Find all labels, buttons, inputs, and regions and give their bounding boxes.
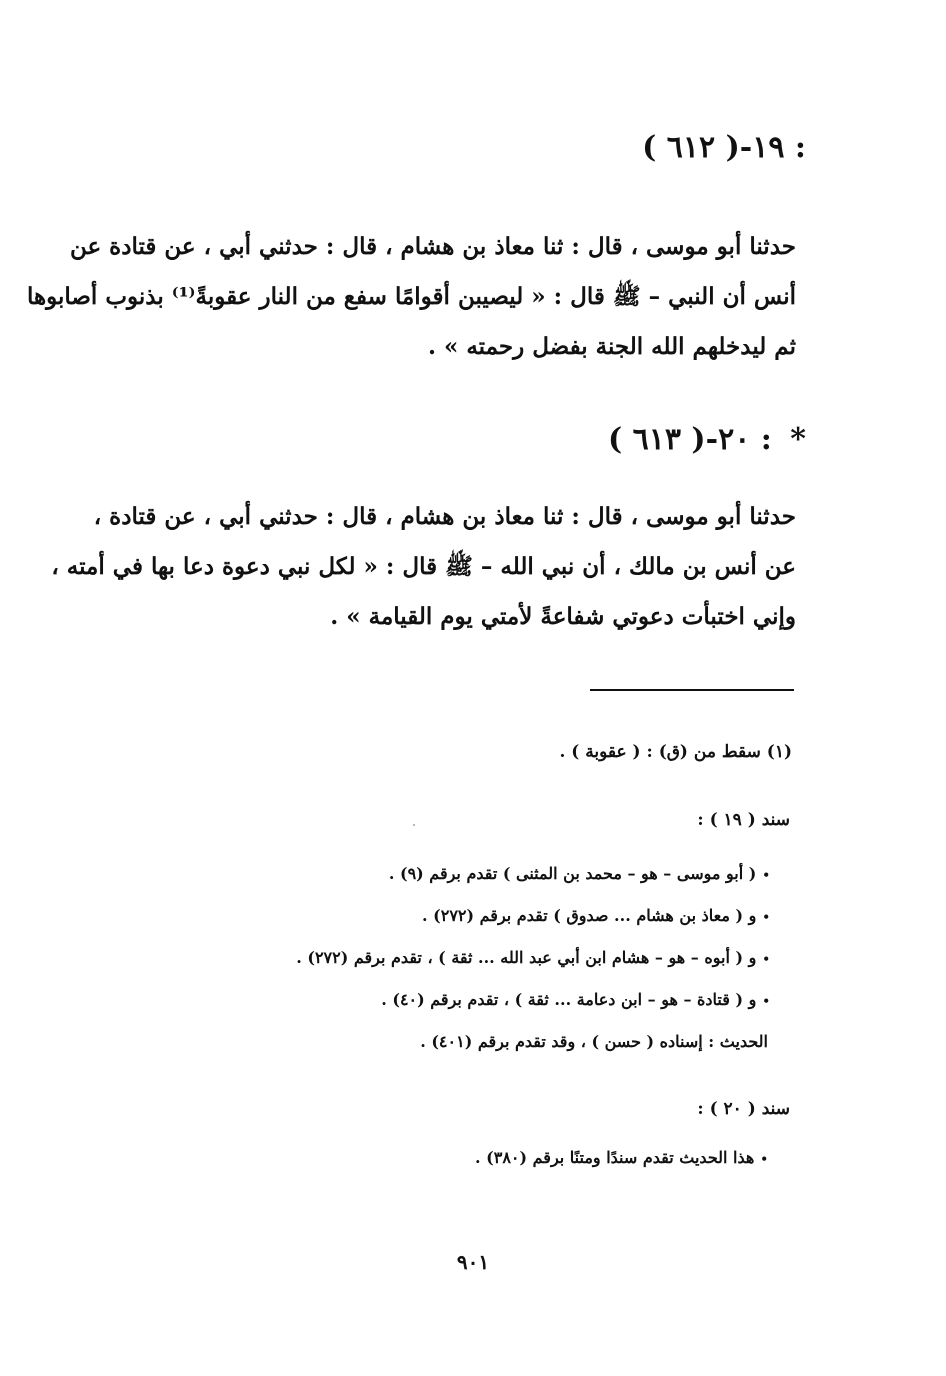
bullet-icon: • xyxy=(760,1152,768,1166)
sanad-19-item-2 xyxy=(422,904,770,929)
sanad-20-heading: سند ( ٢٠ ) : xyxy=(697,1099,790,1119)
hadith-20-heading: ٢٠-( ٦١٣ ) : xyxy=(608,422,772,457)
bullet-icon: • xyxy=(762,910,770,924)
sanad-19-item-3 xyxy=(296,946,770,971)
hadith-19-text xyxy=(26,222,796,372)
hadith-20-line-1: حدثنا أبو موسى ، قال : ثنا معاذ بن هشام ، قال : حدثني أبي ، عن قتادة ، xyxy=(93,503,796,530)
footnote-separator xyxy=(590,689,794,691)
page-number: ٩٠١ xyxy=(456,1250,490,1274)
hadith-19-line-1: حدثنا أبو موسى ، قال : ثنا معاذ بن هشام ، قال : حدثني أبي ، عن قتادة عن xyxy=(69,233,796,260)
sanad-19-heading: سند ( ١٩ ) : xyxy=(697,810,790,830)
hadith-20-text xyxy=(51,492,796,642)
hadith-19-line-3: ثم ليدخلهم الله الجنة بفضل رحمته » . xyxy=(427,333,796,360)
sanad-19-item-1-text: ( أبو موسى – هو – محمد بن المثنى ) تقدم برقم (٩) . xyxy=(388,864,757,883)
bullet-icon: • xyxy=(762,868,770,882)
scan-speck xyxy=(413,824,415,826)
hadith-19-line-2: أنس أن النبي – ﷺ قال : « ليصيبن أقوامًا سفع من النار عقوبةً⁽¹⁾ بذنوب أصابوها xyxy=(26,283,796,310)
sanad-19-item-2-text: و ( معاذ بن هشام ... صدوق ) تقدم برقم (٢٧٢) . xyxy=(422,906,757,925)
sanad-20-item-1-text: هذا الحديث تقدم سندًا ومتنًا برقم (٣٨٠) . xyxy=(475,1148,755,1167)
sanad-19-item-4-text: و ( قتادة – هو – ابن دعامة ... ثقة ) ، تقدم برقم (٤٠) . xyxy=(381,990,757,1009)
sanad-19-item-3-text: و ( أبوه – هو – هشام ابن أبي عبد الله ... ثقة ) ، تقدم برقم (٢٧٢) . xyxy=(296,948,757,967)
hadith-20-heading-row xyxy=(608,422,806,458)
sanad-20-item-1 xyxy=(475,1146,768,1171)
sanad-19-item-4 xyxy=(381,988,770,1013)
bullet-icon: • xyxy=(762,952,770,966)
sanad-19-hadith-grade: الحديث : إسناده ( حسن ) ، وقد تقدم برقم (٤٠١) . xyxy=(420,1032,768,1051)
footnote-1: (١) سقط من (ق) : ( عقوبة ) . xyxy=(559,742,792,762)
hadith-20-line-2: عن أنس بن مالك ، أن نبي الله – ﷺ قال : « لكل نبي دعوة دعا بها في أمته ، xyxy=(51,553,796,580)
hadith-19-heading: ١٩-( ٦١٢ ) : xyxy=(642,130,806,165)
bullet-icon: • xyxy=(762,994,770,1008)
hadith-20-line-3: وإني اختبأت دعوتي شفاعةً لأمتي يوم القيامة » . xyxy=(330,603,796,630)
star-marker: * xyxy=(790,422,806,457)
sanad-19-item-1 xyxy=(389,862,770,887)
